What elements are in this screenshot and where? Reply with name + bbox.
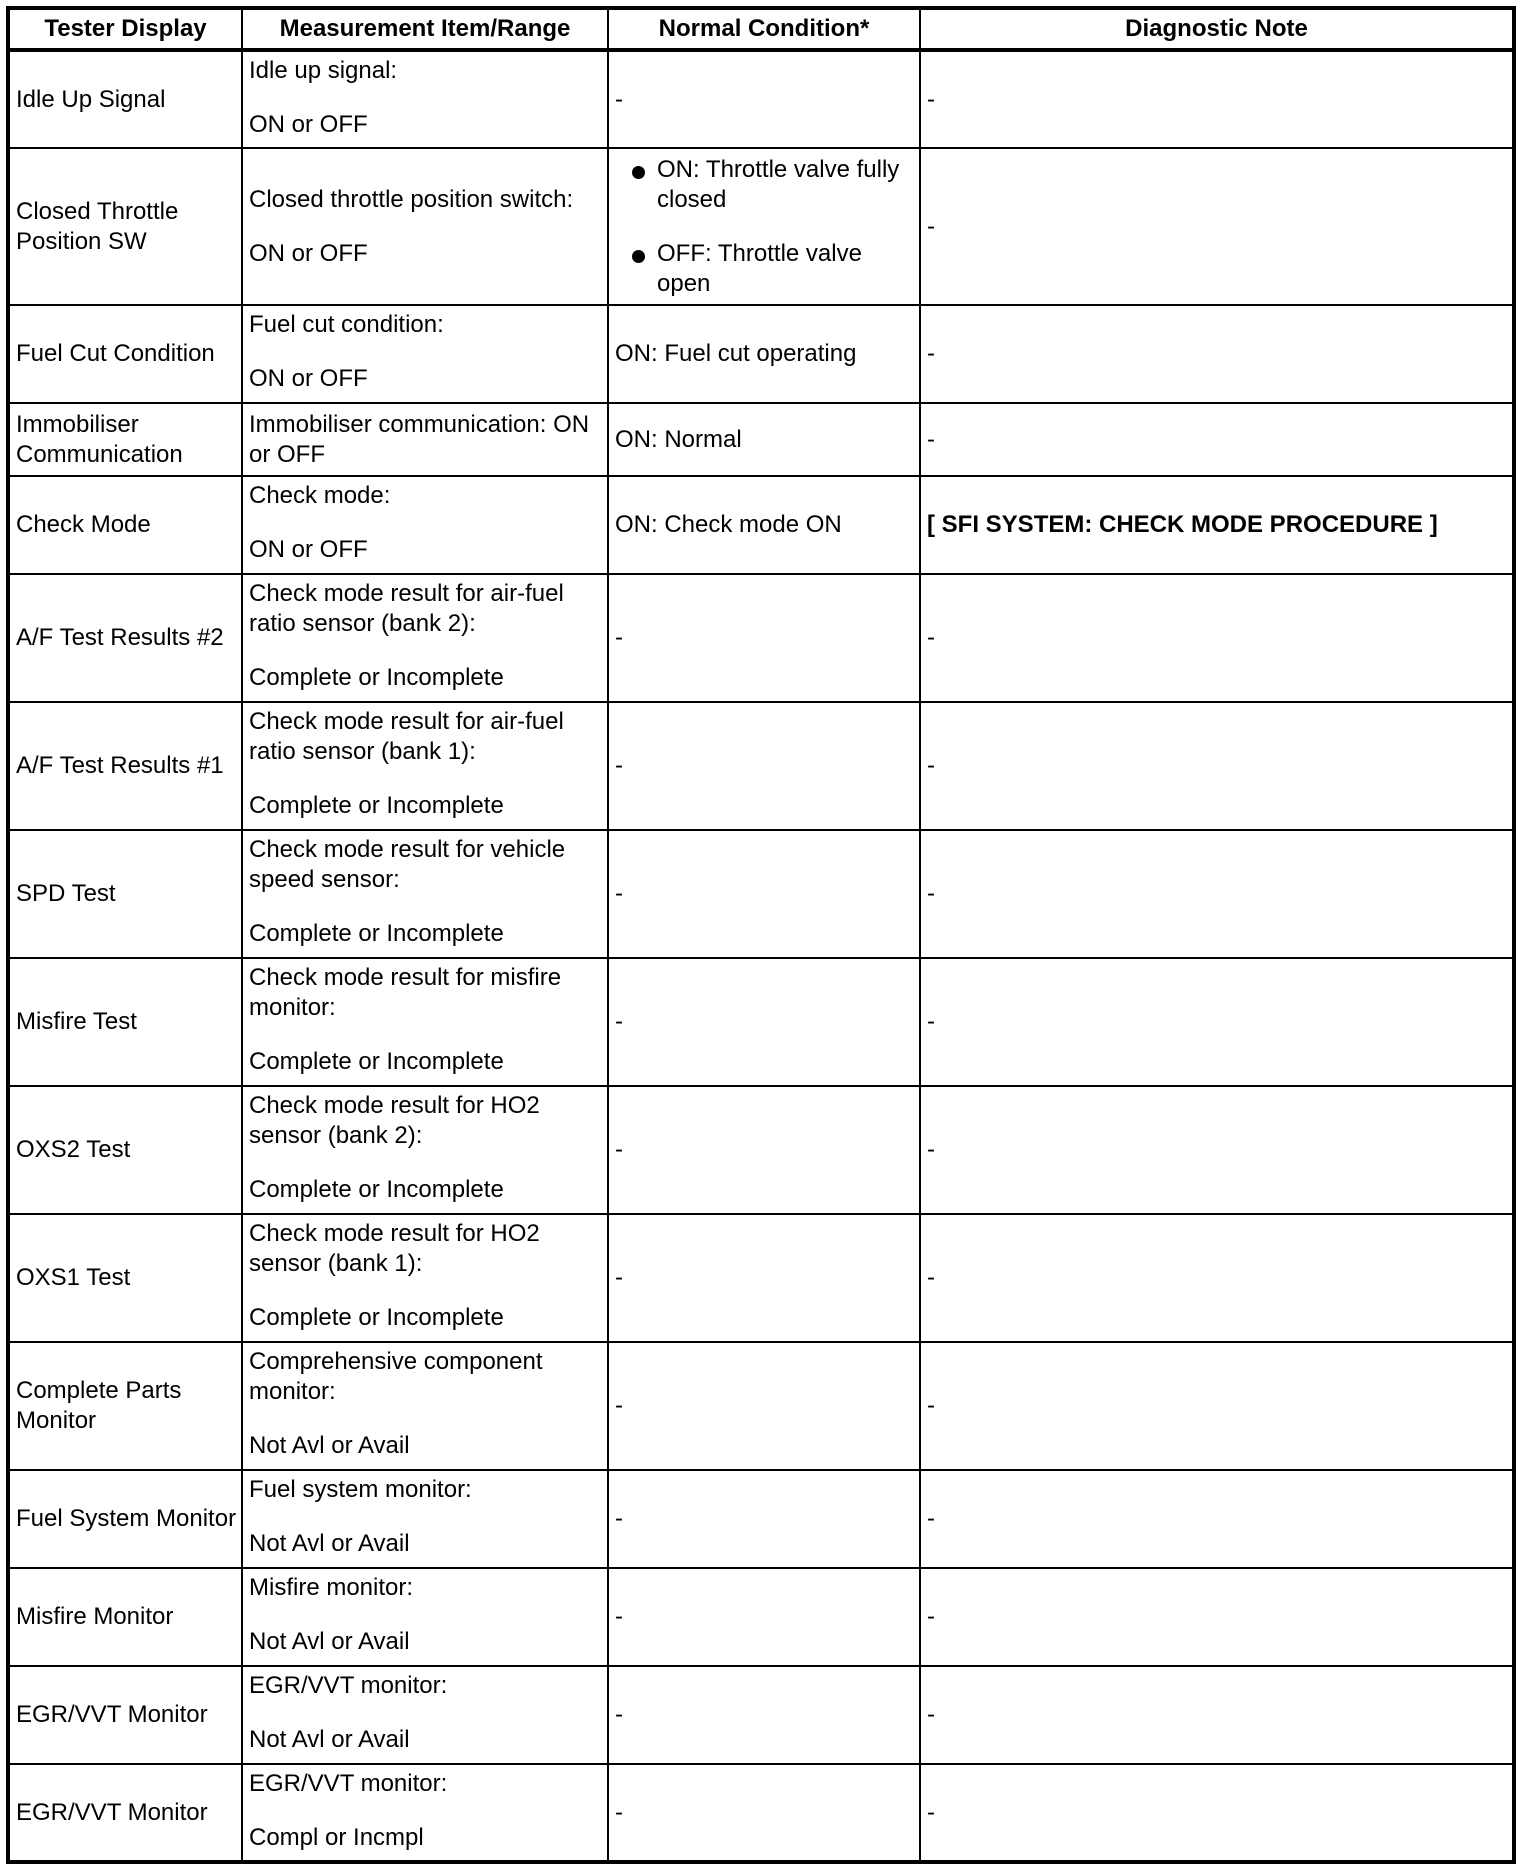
- measurement-item: EGR/VVT monitor:: [249, 1770, 448, 1797]
- diagnostic-note-cell: -: [920, 50, 1514, 148]
- measurement-cell: [242, 1342, 608, 1470]
- measurement-range: Not Avl or Avail: [249, 1530, 410, 1557]
- tester-display-cell: OXS1 Test: [8, 1214, 242, 1342]
- tester-display-cell: Check Mode: [8, 476, 242, 574]
- diagnostic-note-cell: -: [920, 830, 1514, 958]
- normal-condition-cell: -: [608, 1086, 920, 1214]
- measurement-cell: [242, 476, 608, 574]
- measurement-item: EGR/VVT monitor:: [249, 1672, 448, 1699]
- tester-display-cell: Closed Throttle Position SW: [8, 148, 242, 305]
- measurement-item: Check mode result for vehicle speed sensor:: [249, 836, 566, 893]
- measurement-range: Complete or Incomplete: [249, 1176, 504, 1203]
- measurement-item: Check mode result for misfire monitor:: [249, 964, 562, 1021]
- measurement-range: Complete or Incomplete: [249, 1304, 504, 1331]
- measurement-item: Misfire monitor:: [249, 1574, 414, 1601]
- measurement-item: Check mode result for HO2 sensor (bank 1):: [249, 1220, 540, 1277]
- tester-display-cell: EGR/VVT Monitor: [8, 1666, 242, 1764]
- table-row: [8, 50, 1514, 148]
- measurement-range: Complete or Incomplete: [249, 792, 504, 819]
- table-row: [8, 1470, 1514, 1568]
- header-row: [8, 8, 1514, 50]
- diagnostic-note-cell: -: [920, 702, 1514, 830]
- header-diagnostic-note: Diagnostic Note: [920, 8, 1514, 50]
- measurement-cell: [242, 574, 608, 702]
- normal-condition-cell: -: [608, 958, 920, 1086]
- normal-condition-list: [615, 155, 915, 299]
- normal-condition-cell: -: [608, 702, 920, 830]
- measurement-range: Complete or Incomplete: [249, 920, 504, 947]
- diagnostic-note-cell: -: [920, 1666, 1514, 1764]
- measurement-cell: [242, 50, 608, 148]
- normal-condition-cell: ON: Check mode ON: [608, 476, 920, 574]
- measurement-cell: [242, 1764, 608, 1862]
- header-measurement-item: Measurement Item/Range: [242, 8, 608, 50]
- measurement-range: ON or OFF: [249, 239, 368, 267]
- diagnostic-note-cell: -: [920, 1764, 1514, 1862]
- measurement-item: Fuel cut condition:: [249, 311, 444, 338]
- measurement-cell: [242, 1086, 608, 1214]
- bullet-item: OFF: Throttle valve open: [615, 239, 915, 299]
- measurement-cell: [242, 305, 608, 403]
- diagnostic-note-cell: -: [920, 148, 1514, 305]
- table-row: [8, 305, 1514, 403]
- measurement-cell: [242, 1666, 608, 1764]
- header-tester-display: Tester Display: [8, 8, 242, 50]
- measurement-cell: [242, 830, 608, 958]
- table-row: [8, 830, 1514, 958]
- check-mode-procedure-link[interactable]: [ SFI SYSTEM: CHECK MODE PROCEDURE ]: [920, 476, 1514, 574]
- measurement-cell: [242, 1214, 608, 1342]
- table-row: [8, 958, 1514, 1086]
- data-list-table: [6, 6, 1516, 1864]
- tester-display-cell: SPD Test: [8, 830, 242, 958]
- diagnostic-note-cell: -: [920, 1214, 1514, 1342]
- measurement-range: ON or OFF: [249, 536, 368, 563]
- measurement-cell: [242, 958, 608, 1086]
- diagnostic-note-cell: -: [920, 305, 1514, 403]
- measurement-range: ON or OFF: [249, 111, 368, 138]
- normal-condition-cell: -: [608, 574, 920, 702]
- table-row: [8, 574, 1514, 702]
- normal-condition-cell: -: [608, 50, 920, 148]
- measurement-range: Compl or Incmpl: [249, 1824, 424, 1851]
- table-row: [8, 1086, 1514, 1214]
- tester-display-cell: Immobiliser Communication: [8, 403, 242, 476]
- measurement-item: Idle up signal:: [249, 57, 398, 84]
- measurement-item: Fuel system monitor:: [249, 1476, 472, 1503]
- normal-condition-cell: -: [608, 1214, 920, 1342]
- measurement-item: Check mode result for air-fuel ratio sensor (bank 1):: [249, 708, 564, 765]
- normal-condition-cell: -: [608, 1666, 920, 1764]
- diagnostic-note-cell: -: [920, 574, 1514, 702]
- measurement-cell: Immobiliser communication: ON or OFF: [242, 403, 608, 476]
- tester-display-cell: OXS2 Test: [8, 1086, 242, 1214]
- normal-condition-cell: -: [608, 1342, 920, 1470]
- measurement-item: Closed throttle position switch:: [249, 185, 574, 213]
- table-row: [8, 702, 1514, 830]
- normal-condition-cell: ON: Normal: [608, 403, 920, 476]
- table-row: [8, 1214, 1514, 1342]
- measurement-item: Check mode result for HO2 sensor (bank 2):: [249, 1092, 540, 1149]
- header-normal-condition: Normal Condition*: [608, 8, 920, 50]
- diagnostic-note-cell: -: [920, 1568, 1514, 1666]
- measurement-cell: [242, 702, 608, 830]
- table-row: [8, 1666, 1514, 1764]
- measurement-range: Not Avl or Avail: [249, 1726, 410, 1753]
- tester-display-cell: Idle Up Signal: [8, 50, 242, 148]
- tester-display-cell: Fuel System Monitor: [8, 1470, 242, 1568]
- normal-condition-cell: -: [608, 1764, 920, 1862]
- normal-condition-cell: -: [608, 830, 920, 958]
- measurement-range: Not Avl or Avail: [249, 1432, 410, 1459]
- measurement-range: ON or OFF: [249, 365, 368, 392]
- diagnostic-note-cell: -: [920, 958, 1514, 1086]
- tester-display-cell: A/F Test Results #1: [8, 702, 242, 830]
- table-row: [8, 148, 1514, 305]
- measurement-item: Comprehensive component monitor:: [249, 1348, 543, 1405]
- measurement-cell: [242, 1568, 608, 1666]
- tester-display-cell: A/F Test Results #2: [8, 574, 242, 702]
- table-row: [8, 476, 1514, 574]
- measurement-range: Not Avl or Avail: [249, 1628, 410, 1655]
- measurement-range: Complete or Incomplete: [249, 664, 504, 691]
- tester-display-cell: EGR/VVT Monitor: [8, 1764, 242, 1862]
- diagnostic-note-cell: -: [920, 1342, 1514, 1470]
- normal-condition-cell: -: [608, 1568, 920, 1666]
- tester-display-cell: Fuel Cut Condition: [8, 305, 242, 403]
- measurement-cell: [242, 148, 608, 305]
- tester-display-cell: Complete Parts Monitor: [8, 1342, 242, 1470]
- table-row: [8, 403, 1514, 476]
- diagnostic-note-cell: -: [920, 403, 1514, 476]
- tester-display-cell: Misfire Monitor: [8, 1568, 242, 1666]
- table-row: [8, 1764, 1514, 1862]
- table-row: [8, 1568, 1514, 1666]
- diagnostic-note-cell: -: [920, 1470, 1514, 1568]
- diagnostic-note-cell: -: [920, 1086, 1514, 1214]
- normal-condition-cell: [608, 148, 920, 305]
- measurement-range: Complete or Incomplete: [249, 1048, 504, 1075]
- measurement-item: Check mode:: [249, 482, 391, 509]
- normal-condition-cell: ON: Fuel cut operating: [608, 305, 920, 403]
- normal-condition-cell: -: [608, 1470, 920, 1568]
- measurement-cell: [242, 1470, 608, 1568]
- tester-display-cell: Misfire Test: [8, 958, 242, 1086]
- measurement-item: Check mode result for air-fuel ratio sensor (bank 2):: [249, 580, 564, 637]
- bullet-item: ON: Throttle valve fully closed: [615, 155, 915, 215]
- table-row: [8, 1342, 1514, 1470]
